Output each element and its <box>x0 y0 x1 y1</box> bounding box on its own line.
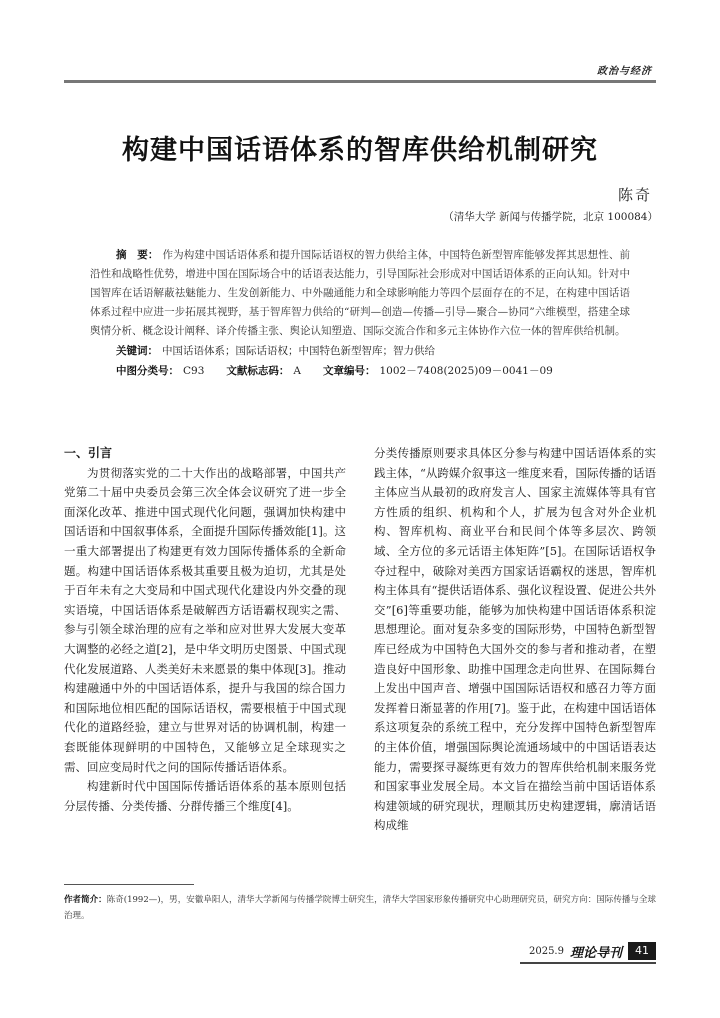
page-footer <box>529 942 656 960</box>
article-title: 构建中国话语体系的智库供给机制研究 <box>122 135 598 166</box>
keywords-line <box>116 341 630 361</box>
body-paragraph: 为贯彻落实党的二十大作出的战略部署，中国共产党第二十届中央委员会第三次全体会议研究了进一步全面深化改革、推进中国式现代化问题，强调加快构建中国话语和中国叙事体系，全面提升国际传播效能[1]。这一重大部署提出了构建更有效力国际传播体系的全新命题。构建中国话语体系极其重要且极为迫切，尤其是处于百年未有之大变局和中国式现代化建设内外交叠的现实语境，中国话语体系是破解西方话语霸权现实之需、参与引领全球治理的应有之举和应对世界大发展大变革大调整的必经之道[2]，是中华文明历史图景、中国式现代化发展道路、人类美好未来愿景的集中体现[3]。推动构建融通中外的中国话语体系，提升与我国的综合国力和国际地位相匹配的国际话语权，需要根植于中国式现代化的道路经验，建立与世界对话的协调机制，构建一套既能体现鲜明的中国特色，又能够立足全球现实之需、回应变局时代之问的国际传播话语体系。 <box>64 465 346 774</box>
issue-number: 2025.9 <box>528 945 564 957</box>
body-paragraph: 分类传播原则要求具体区分参与构建中国话语体系的实践主体，“从跨媒介叙事这一维度来看，国际传播的话语主体应当从最初的政府发言人、国家主流媒体等具有官方性质的组织、机构和个人，扩展为包含对外企业机构、智库机构、商业平台和民间个体等多层次、跨领域、全方位的多元话语主体矩阵”[5]。在国际话语权争夺过程中，破除对美西方国家话语霸权的迷思，智库机构主体具有“提供话语体系、强化议程设置、促进公共外交”[6]等重要功能，能够为加快构建中国话语体系积淀思想理论。面对复杂多变的国际形势，中国特色新型智库已经成为中国特色大国外交的参与者和推动者，在塑造良好中国形象、助推中国理念走向世界、在国际舞台上发出中国声音、增强中国国际话语权和感召力等方面发挥着日渐显著的作用[7]。鉴于此，在构建中国话语体系这项复杂的系统工程中，充分发挥中国特色新型智库的主体价值，增强国际舆论流通场域中的中国话语表达能力，需要探寻凝练更有效力的智库供给机制来服务党和国家事业发展全局。本文旨在描绘当前中国话语体系构建领域的研究现状，理顺其历史构建逻辑，廓清话语构成维 <box>374 446 656 833</box>
keywords-text: 中国话语体系；国际话语权；中国特色新型智库；智力供给 <box>162 345 435 357</box>
section-tag: 政治与经济 <box>597 66 652 77</box>
clc-value: C93 <box>183 365 205 377</box>
body-paragraph: 构建新时代中国国际传播话语体系的基本原则包括分层传播、分类传播、分群传播三个维度[4]。 <box>64 779 346 813</box>
keywords-label: 关键词： <box>116 345 158 357</box>
footer-rule <box>520 962 656 964</box>
right-column <box>374 444 656 844</box>
footnote-text: 陈奇(1992—)，男，安徽阜阳人，清华大学新闻与传播学院博士研究生，清华大学国家形象传播研究中心助理研究员，研究方向：国际传播与全球治理。 <box>64 895 656 921</box>
header-rule <box>64 80 656 83</box>
article-no-label: 文章编号： <box>323 365 376 377</box>
author-name: 陈奇 <box>617 186 652 204</box>
clc-label: 中图分类号： <box>116 365 179 377</box>
journal-name: 理论导刊 <box>569 945 622 961</box>
abstract-block <box>90 246 630 381</box>
abstract-label: 摘 要： <box>116 249 159 261</box>
page-number: 41 <box>628 942 656 960</box>
footnote-rule <box>64 884 194 885</box>
author-affiliation: （清华大学 新闻与传播学院，北京 100084） <box>443 211 658 223</box>
abstract-paragraph <box>90 246 630 341</box>
classification-line <box>116 361 630 381</box>
author-footnote <box>64 892 656 924</box>
article-no-value: 1002－7408(2025)09－0041－09 <box>379 365 553 377</box>
section-heading-introduction: 一、引言 <box>64 446 113 460</box>
left-column <box>64 444 346 844</box>
footnote-label: 作者简介： <box>64 895 107 905</box>
body-columns <box>64 444 656 844</box>
doc-code-label: 文献标志码： <box>226 365 290 377</box>
doc-code-value: A <box>293 365 301 377</box>
abstract-text: 作为构建中国话语体系和提升国际话语权的智力供给主体，中国特色新型智库能够发挥其思想性、前沿性和战略性优势，增进中国在国际场合中的话语表达能力，引导国际社会形成对中国话语体系的正向认知。针对中国智库在话语解蔽祛魅能力、生发创新能力、中外融通能力和全球影响能力等四个层面存在的不足，在构建中国话语体系过程中应进一步拓展其视野，基于智库智力供给的“研判—创造—传播—引导—聚合—协同”六维模型，搭建全球舆情分析、概念设计阐释、译介传播主张、舆论认知塑造、国际交流合作和多元主体协作六位一体的智库供给机制。 <box>90 249 631 337</box>
